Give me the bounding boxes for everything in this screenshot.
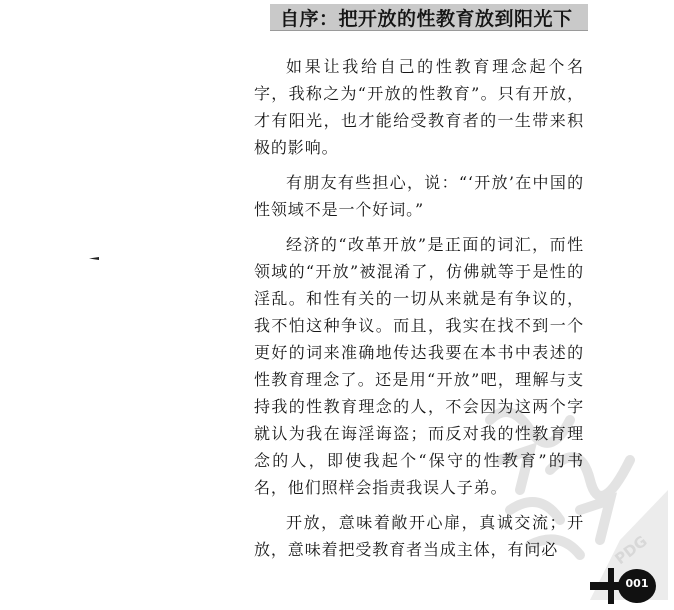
stray-ink-mark — [89, 256, 99, 261]
body-text — [254, 53, 584, 571]
paragraph: 有朋友有些担心，说：“‘开放’在中国的性领域不是一个好词。” — [254, 173, 584, 219]
chapter-title-banner — [270, 4, 588, 31]
paragraph: 经济的“改革开放”是正面的词汇，而性领域的“开放”被混淆了，仿佛就等于是性的淫乱。和性有关的一切从来就是有争议的，我不怕这种争议。而且，我实在找不到一个更好的词来准确地传达我要在本书中表述的性教育理念了。还是用“开放”吧，理解与支持我的性教育理念的人，不会因为这两个字就认为我在诲淫诲盗；而反对我的性教育理念的人，即使我起个“保守的性教育”的书名，他们照样会指责我误人子弟。 — [254, 235, 584, 497]
page-number-badge — [590, 566, 662, 606]
page-number: 001 — [625, 577, 649, 590]
watermark-text: PDG — [611, 531, 651, 569]
paragraph: 如果让我给自己的性教育理念起个名字，我称之为“开放的性教育”。只有开放，才有阳光，也才能给受教育者的一生带来积极的影响。 — [254, 57, 584, 157]
paragraph: 开放，意味着敞开心扉，真诚交流；开放，意味着把受教育者当成主体，有问必 — [254, 513, 584, 559]
chapter-title: 自序：把开放的性教育放到阳光下 — [280, 7, 573, 30]
